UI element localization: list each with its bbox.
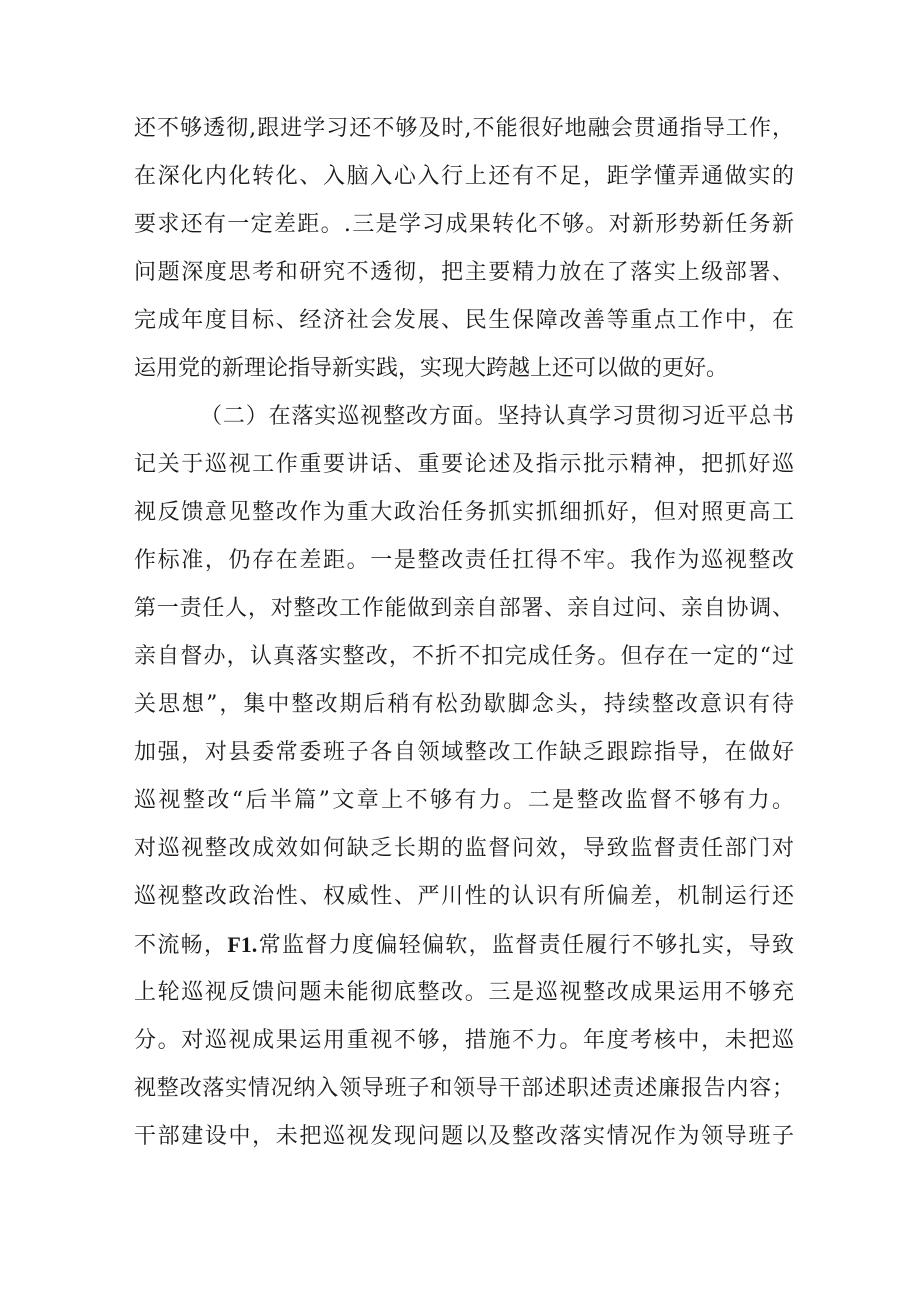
text-line: 运用党的新理论指导新实践，实现大跨越上还可以做的更好。 (134, 356, 729, 381)
text-line: 在深化内化转化、入脑入心入行上还有不足，距学懂弄通做实的 (134, 164, 794, 189)
text-line: 巡视整改“后半篇”文章上不够有力。二是整改监督不够有力。 (134, 788, 794, 813)
text-line: 亲自督办，认真落实整改，不折不扣完成任务。但存在一定的“过 (134, 644, 794, 669)
text-line: 分。对巡视成果运用重视不够，措施不力。年度考核中，未把巡 (134, 1028, 794, 1053)
line-rest: 常监督力度偏轻偏软，监督责任履行不够扎实，导致 (257, 933, 794, 958)
text-line: 完成年度目标、经济社会发展、民生保障改善等重点工作中，在 (134, 308, 794, 333)
text-line: 第一责任人，对整改工作能做到亲自部署、亲自过问、亲自协调、 (134, 596, 794, 621)
text-line: 还不够透彻,跟进学习还不够及时,不能很好地融会贯通指导工作， (134, 116, 794, 141)
text-line: 记关于巡视工作重要讲话、重要论述及指示批示精神，把抓好巡 (134, 452, 794, 477)
text-line: 问题深度思考和研究不透彻，把主要精力放在了落实上级部署、 (134, 260, 794, 285)
body-text (134, 105, 794, 1161)
text-line (134, 921, 794, 969)
bold-marker: F1. (227, 932, 258, 957)
section-heading-line: （二）在落实巡视整改方面。坚持认真学习贯彻习近平总书 (200, 404, 794, 429)
text-line: 巡视整改政治性、权威性、严川性的认识有所偏差，机制运行还 (134, 884, 794, 909)
text-line: 视整改落实情况纳入领导班子和领导干部述职述责述廉报告内容； (134, 1076, 794, 1101)
text-line: 关思想”，集中整改期后稍有松劲歇脚念头，持续整改意识有待 (134, 692, 794, 717)
text-line: 要求还有一定差距。.三是学习成果转化不够。对新形势新任务新 (134, 212, 794, 237)
text-line: 干部建设中，未把巡视发现问题以及整改落实情况作为领导班子 (134, 1124, 794, 1149)
text-line: 加强，对县委常委班子各自领域整改工作缺乏跟踪指导，在做好 (134, 740, 794, 765)
text-line: 作标准，仍存在差距。一是整改责任扛得不牢。我作为巡视整改 (134, 548, 794, 573)
text-line: 上轮巡视反馈问题未能彻底整改。三是巡视整改成果运用不够充 (134, 980, 794, 1005)
text-line: 视反馈意见整改作为重大政治任务抓实抓细抓好，但对照更高工 (134, 500, 794, 525)
text-line: 对巡视整改成效如何缺乏长期的监督问效，导致监督责任部门对 (134, 836, 794, 861)
line-prefix: 不流畅， (134, 933, 228, 958)
